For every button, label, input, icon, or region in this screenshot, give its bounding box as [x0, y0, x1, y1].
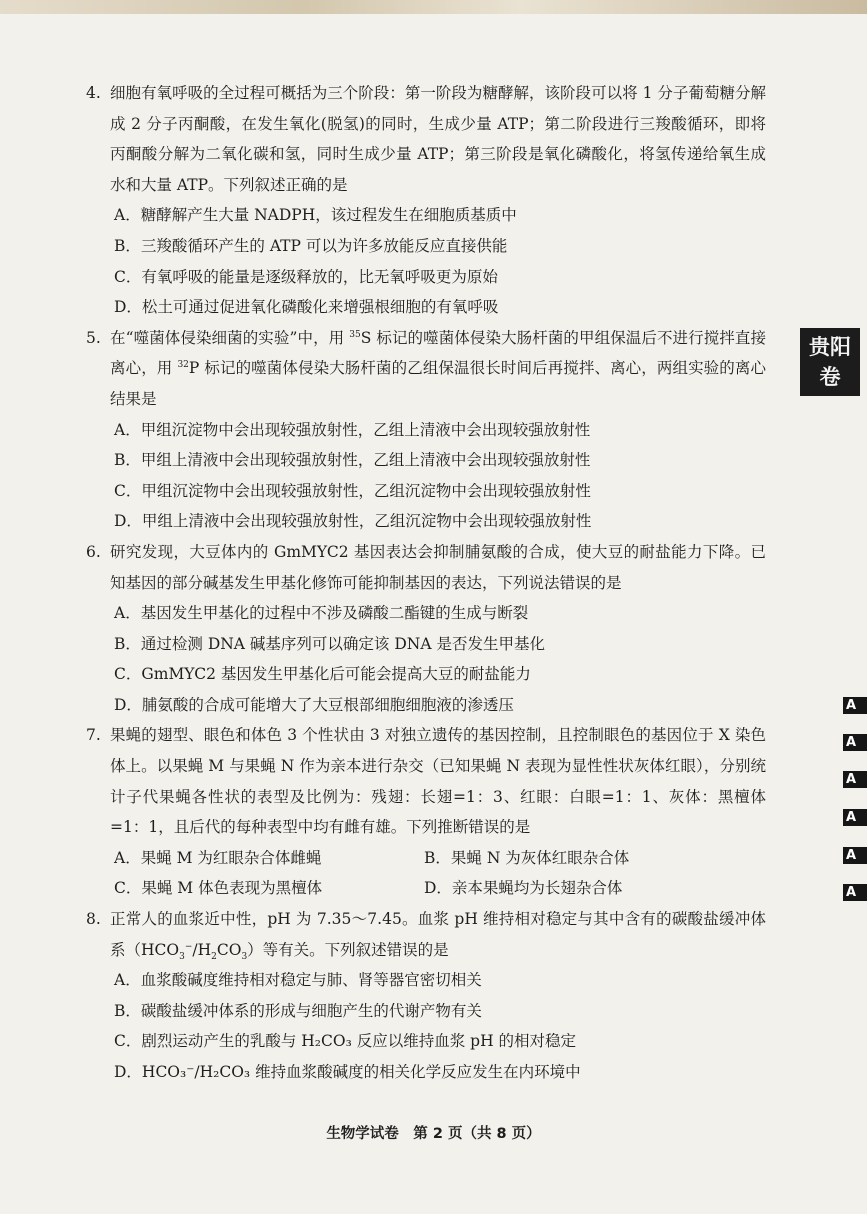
- edge-tab: A: [843, 847, 867, 864]
- option-d: D．脯氨酸的合成可能增大了大豆根部细胞细胞液的渗透压: [114, 695, 514, 714]
- option-c: C．甲组沉淀物中会出现较强放射性，乙组沉淀物中会出现较强放射性: [114, 481, 591, 500]
- edge-tab: A: [843, 809, 867, 826]
- option-b: B．通过检测 DNA 碱基序列可以确定该 DNA 是否发生甲基化: [114, 634, 545, 653]
- question-text: 果蝇的翅型、眼色和体色 3 个性状由 3 对独立遗传的基因控制，且控制眼色的基因位于 X 染色体上。以果蝇 M 与果蝇 N 作为亲本进行杂交（已知果蝇 N 表现为显性性状灰体红眼），分别统计子代果蝇各性状的表型及比例为：残翅：长翅=1：3、红眼：白眼=1：1、灰体：黑檀体=1：1，且后代的每种表型中均有雌有雄。下列推断错误的是: [110, 726, 766, 837]
- option-c: C．GmMYC2 基因发生甲基化后可能会提高大豆的耐盐能力: [114, 665, 531, 684]
- options-row: [86, 873, 766, 904]
- option-a: A．糖酵解产生大量 NADPH，该过程发生在细胞质基质中: [114, 206, 517, 225]
- option-b: B．碳酸盐缓冲体系的形成与细胞产生的代谢产物有关: [114, 1001, 482, 1020]
- question-stem: [86, 537, 766, 598]
- question-5: [86, 323, 766, 537]
- question-text: 细胞有氧呼吸的全过程可概括为三个阶段：第一阶段为糖酵解，该阶段可以将 1 分子葡萄糖分解成 2 分子丙酮酸，在发生氧化(脱氢)的同时，生成少量 ATP；第二阶段进行三羧酸循环，即将丙酮酸分解为二氧化碳和氢，同时生成少量 ATP；第三阶段是氧化磷酸化，将氢传递给氧生成水和大量 ATP。下列叙述正确的是: [110, 84, 766, 194]
- exam-content: [86, 78, 766, 1088]
- options-row: [86, 843, 766, 874]
- page-top-edge: [0, 0, 867, 14]
- question-number: 5.: [86, 328, 101, 347]
- question-stem: [86, 78, 766, 200]
- question-6: [86, 537, 766, 721]
- option-c: C．剧烈运动产生的乳酸与 H₂CO₃ 反应以维持血浆 pH 的相对稳定: [114, 1032, 577, 1051]
- option-a: A．血浆酸碱度维持相对稳定与肺、肾等器官密切相关: [114, 971, 482, 990]
- question-text: 研究发现，大豆体内的 GmMYC2 基因表达会抑制脯氨酸的合成，使大豆的耐盐能力下降。已知基因的部分碱基发生甲基化修饰可能抑制基因的表达，下列说法错误的是: [110, 542, 766, 592]
- option-d: D．HCO₃⁻/H₂CO₃ 维持血浆酸碱度的相关化学反应发生在内环境中: [114, 1063, 581, 1081]
- option-b: B．三羧酸循环产生的 ATP 可以为许多放能反应直接供能: [114, 236, 508, 255]
- question-4: [86, 78, 766, 323]
- question-stem: [86, 720, 766, 842]
- edge-tab: A: [843, 697, 867, 714]
- option-a: A．甲组沉淀物中会出现较强放射性，乙组上清液中会出现较强放射性: [114, 420, 591, 439]
- question-number: 7.: [86, 726, 101, 745]
- question-text: 正常人的血浆近中性，pH 为 7.35～7.45。血浆 pH 维持相对稳定与其中含有的碳酸盐缓冲体系$(HCO_3^-/H_2CO_3)$等有关。下列叙述错误的是: [110, 910, 766, 962]
- option-c: C．果蝇 M 体色表现为黑檀体: [114, 879, 323, 898]
- question-text: 在“噬菌体侵染细菌的实验”中，用 $^{35}$S 标记的噬菌体侵染大肠杆菌的甲组保温后不进行搅拌直接离心，用 $^{32}$P 标记的噬菌体侵染大肠杆菌的乙组保温很长时间后再搅拌、离心，两组实验的离心结果是: [110, 328, 766, 408]
- option-a: A．基因发生甲基化的过程中不涉及磷酸二酯键的生成与断裂: [114, 604, 529, 623]
- edge-tab: A: [843, 884, 867, 901]
- question-number: 4.: [86, 84, 101, 102]
- option-b: B．果蝇 N 为灰体红眼杂合体: [424, 848, 630, 867]
- page-footer: 生物学试卷 第 2 页（共 8 页）: [326, 1126, 541, 1142]
- option-d: D．松土可通过促进氧化磷酸化来增强根细胞的有氧呼吸: [114, 298, 499, 317]
- question-7: [86, 720, 766, 904]
- side-tab-line-2: 卷: [819, 365, 841, 389]
- question-stem: [86, 323, 766, 415]
- question-number: 6.: [86, 542, 101, 561]
- option-c: C．有氧呼吸的能量是逐级释放的，比无氧呼吸更为原始: [114, 267, 498, 286]
- edge-tab: A: [843, 734, 867, 751]
- option-a: A．果蝇 M 为红眼杂合体雌蝇: [114, 848, 322, 867]
- edge-tab: A: [843, 771, 867, 788]
- question-8: [86, 904, 766, 1088]
- side-tab-line-1: 贵阳: [809, 335, 851, 359]
- option-d: D．甲组上清液中会出现较强放射性，乙组沉淀物中会出现较强放射性: [114, 512, 592, 531]
- question-number: 8.: [86, 910, 101, 929]
- question-stem: [86, 904, 766, 965]
- option-d: D．亲本果蝇均为长翅杂合体: [424, 879, 623, 898]
- option-b: B．甲组上清液中会出现较强放射性，乙组上清液中会出现较强放射性: [114, 451, 591, 470]
- region-side-tab: [800, 328, 860, 396]
